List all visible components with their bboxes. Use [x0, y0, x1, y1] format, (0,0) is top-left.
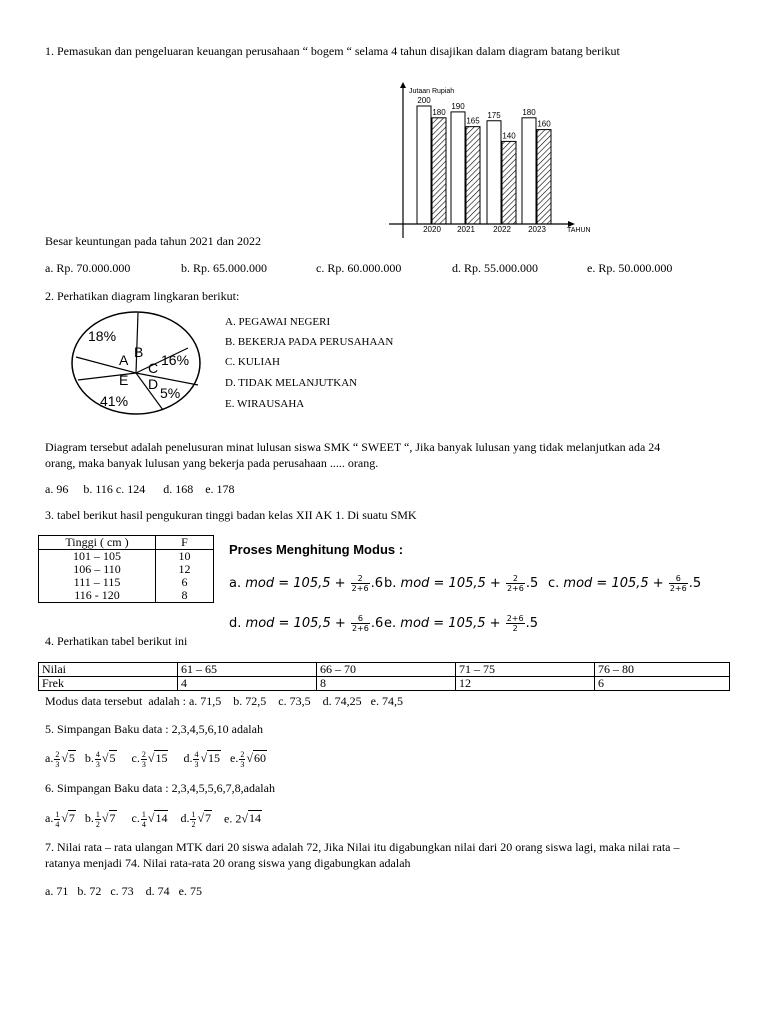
bar-value-label: 190	[451, 101, 465, 111]
opt-label: e.	[224, 811, 233, 826]
q6-option-e: e. 2√14	[224, 811, 261, 826]
opt-label: e.	[230, 751, 239, 766]
bar-2023-pemasukan	[522, 118, 536, 224]
opt-expr: mod = 105,5 +	[245, 616, 346, 631]
numerator: 2+6	[506, 614, 524, 623]
numerator: 6	[669, 574, 688, 584]
denominator: 3	[95, 760, 100, 769]
bar-value-label: 165	[466, 116, 480, 126]
denominator: 3	[240, 760, 245, 769]
radicand: 7	[205, 811, 212, 826]
denominator: 2+6	[506, 584, 524, 593]
cell: 8	[156, 589, 214, 603]
pie-letter-a: A	[119, 352, 129, 368]
opt-tail: .6	[370, 616, 384, 631]
bar-2023-pengeluaran	[537, 130, 551, 224]
pie-pct-e: 41%	[100, 393, 129, 409]
bar-value-label: 180	[522, 107, 536, 117]
opt-label: b.	[84, 751, 94, 766]
cell: 116 - 120	[39, 589, 156, 603]
modus-option-a	[229, 574, 383, 593]
radicand: 14	[248, 811, 261, 826]
numerator: 4	[95, 750, 100, 759]
opt-label: c.	[131, 811, 140, 826]
cell: Frek	[39, 677, 178, 691]
pie-pct-a: 18%	[88, 328, 117, 344]
q4-answer: Modus data tersebut adalah : a. 71,5 b. 72,5 c. 73,5 d. 74,25 e. 74,5	[45, 694, 403, 708]
q6-options	[45, 810, 262, 829]
radicand: 5	[68, 751, 75, 766]
numerator: 2	[55, 750, 60, 759]
opt-tail: .5	[525, 616, 538, 631]
denominator: 2+6	[351, 624, 369, 633]
fraction	[141, 750, 147, 769]
modus-option-c	[548, 574, 701, 593]
radicand: 5	[109, 751, 116, 766]
opt-label: b.	[384, 576, 397, 591]
table-row	[39, 589, 214, 603]
x-tick-label: 2022	[493, 225, 511, 234]
q7-options: a. 71 b. 72 c. 73 d. 74 e. 75	[45, 884, 202, 898]
table-row	[39, 677, 730, 691]
bar-2021-pengeluaran	[466, 127, 480, 224]
denominator: 3	[55, 760, 60, 769]
y-axis-arrow	[400, 82, 406, 88]
cell: 4	[178, 677, 317, 691]
q1-option-a: a. Rp. 70.000.000	[45, 261, 131, 275]
opt-tail: .5	[525, 576, 539, 591]
pie-letter-b: B	[134, 344, 144, 360]
cell: 106 – 110	[39, 563, 156, 576]
denominator: 2	[95, 820, 100, 829]
denominator: 3	[194, 760, 199, 769]
fraction	[190, 810, 196, 829]
q5-options	[45, 750, 267, 769]
legend-c: C. KULIAH	[225, 356, 280, 368]
cell: 61 – 65	[178, 663, 317, 677]
x-tick-label: 2020	[423, 225, 441, 234]
opt-label: c.	[131, 751, 140, 766]
bar-2020-pengeluaran	[432, 118, 446, 224]
table-row	[39, 663, 730, 677]
process-title: Proses Menghitung Modus :	[229, 542, 404, 557]
pie-letter-e: E	[119, 372, 129, 388]
opt-expr: mod = 105,5 +	[400, 576, 501, 591]
denominator: 4	[141, 820, 146, 829]
bar-chart	[385, 80, 600, 240]
q5-option-a: a. $\frac{2}{3}$ √5	[45, 750, 75, 769]
pie-chart	[68, 310, 208, 420]
opt-label: e.	[384, 616, 397, 631]
opt-expr: mod = 105,5 +	[245, 576, 346, 591]
fraction	[239, 750, 245, 769]
q1-option-c: c. Rp. 60.000.000	[316, 261, 402, 275]
q5-option-b: b. $\frac{4}{3}$ √5	[84, 750, 116, 769]
opt-tail: .5	[688, 576, 702, 591]
bar-2020-pemasukan	[417, 106, 431, 224]
legend-e: E. WIRAUSAHA	[225, 398, 305, 410]
q5-option-c: c. $\frac{2}{3}$ √15	[131, 750, 168, 769]
fraction	[669, 574, 688, 593]
bar-2022-pemasukan	[487, 121, 501, 224]
q1-option-e: e. Rp. 50.000.000	[587, 261, 673, 275]
numerator: 2	[141, 750, 146, 759]
opt-label: d.	[180, 811, 190, 826]
denominator: 3	[141, 760, 146, 769]
denominator: 2	[191, 820, 196, 829]
q2-options: a. 96 b. 116 c. 124 d. 168 e. 178	[45, 482, 235, 496]
numerator: 1	[95, 810, 100, 819]
q6-option-d: d. $\frac{1}{2}$ √7	[180, 810, 212, 829]
legend-d: D. TIDAK MELANJUTKAN	[225, 377, 358, 389]
q7-line2: ratanya menjadi 74. Nilai rata-rata 20 orang siswa yang digabungkan adalah	[45, 856, 411, 870]
cell: 76 – 80	[595, 663, 730, 677]
bar-2021-pemasukan	[451, 112, 465, 224]
opt-label: c.	[548, 576, 560, 591]
pie-letter-d: D	[148, 376, 159, 392]
cell: 12	[156, 563, 214, 576]
coefficient: 2	[235, 811, 242, 826]
q6-text: 6. Simpangan Baku data : 2,3,4,5,5,6,7,8,adalah	[45, 781, 275, 795]
cell: 66 – 70	[317, 663, 456, 677]
fraction	[54, 810, 60, 829]
cell: 10	[156, 550, 214, 564]
radicand: 7	[109, 811, 116, 826]
x-tick-label: 2023	[528, 225, 546, 234]
q5-text: 5. Simpangan Baku data : 2,3,4,5,6,10 adalah	[45, 722, 263, 736]
opt-label: b.	[84, 811, 94, 826]
numerator: 4	[194, 750, 199, 759]
cell: 6	[595, 677, 730, 691]
pie-pct-c: 16%	[161, 352, 190, 368]
fraction	[193, 750, 199, 769]
denominator: 2	[512, 624, 518, 633]
numerator: 1	[55, 810, 60, 819]
q2-text: 2. Perhatikan diagram lingkaran berikut:	[45, 289, 240, 303]
radicand: 15	[155, 751, 168, 766]
opt-label: a.	[45, 811, 54, 826]
pie-pct-d: 5%	[160, 385, 181, 401]
bar-value-label: 200	[417, 96, 431, 105]
q7-line1: 7. Nilai rata – rata ulangan MTK dari 20 siswa adalah 72, Jika Nilai itu digabungkan nilai dari 20 orang siswa lagi, maka nilai rata –	[45, 840, 680, 854]
fraction	[351, 614, 370, 633]
q6-option-b: b. $\frac{1}{2}$ √7	[84, 810, 116, 829]
legend-b: B. BEKERJA PADA PERUSAHAAN	[225, 336, 394, 348]
q5-option-d: d. $\frac{4}{3}$ √15	[183, 750, 221, 769]
numerator: 2	[351, 574, 370, 584]
radicand: 14	[155, 811, 168, 826]
opt-expr: mod = 105,5 +	[563, 576, 664, 591]
numerator: 2	[506, 574, 525, 584]
fraction	[95, 810, 101, 829]
q6-option-c: c. $\frac{1}{4}$ √14	[131, 810, 168, 829]
header-tinggi: Tinggi ( cm )	[39, 536, 156, 550]
fraction	[54, 750, 60, 769]
cell: 111 – 115	[39, 576, 156, 589]
header-f: F	[156, 536, 214, 550]
q6-option-a: a. $\frac{1}{4}$ √7	[45, 810, 75, 829]
frequency-table	[38, 662, 730, 691]
radicand: 15	[208, 751, 221, 766]
opt-label: a.	[229, 576, 242, 591]
fraction	[351, 574, 370, 593]
table-header	[39, 536, 214, 550]
denominator: 2+6	[669, 584, 687, 593]
opt-label: a.	[45, 751, 54, 766]
fraction	[95, 750, 101, 769]
height-table	[38, 535, 214, 603]
cell: 6	[156, 576, 214, 589]
y-axis-label: Jutaan Rupiah	[409, 88, 455, 95]
modus-option-b	[384, 574, 538, 593]
q1-option-b: b. Rp. 65.000.000	[181, 261, 268, 275]
legend-a: A. PEGAWAI NEGERI	[225, 316, 331, 328]
q5-option-e: e. $\frac{2}{3}$ √60	[230, 750, 266, 769]
bar-2022-pengeluaran	[502, 141, 516, 224]
modus-option-d	[229, 614, 383, 633]
opt-expr: mod = 105,5 +	[400, 616, 501, 631]
pie-letter-c: C	[148, 360, 159, 376]
cell: 101 – 105	[39, 550, 156, 564]
numerator: 1	[141, 810, 146, 819]
cell: 71 – 75	[456, 663, 595, 677]
q2-desc-line1: Diagram tersebut adalah penelusuran minat lulusan siswa SMK “ SWEET “, Jika banyak lulusan yang tidak melanjutkan ada 24	[45, 440, 661, 454]
table-row	[39, 550, 214, 564]
numerator: 1	[191, 810, 196, 819]
bar-value-label: 140	[502, 131, 516, 141]
opt-tail: .6	[370, 576, 383, 591]
numerator: 6	[351, 614, 370, 624]
bar-value-label: 160	[537, 119, 551, 129]
q2-desc-line2: orang, maka banyak lulusan yang bekerja pada perusahaan ..... orang.	[45, 456, 379, 470]
radicand: 60	[253, 751, 266, 766]
q1-option-d: d. Rp. 55.000.000	[452, 261, 539, 275]
cell: 8	[317, 677, 456, 691]
radicand: 7	[68, 811, 75, 826]
fraction	[506, 614, 525, 633]
bar-value-label: 180	[432, 107, 446, 117]
opt-label: d.	[183, 751, 193, 766]
denominator: 2+6	[351, 584, 369, 593]
denominator: 4	[55, 820, 60, 829]
q4-text: 4. Perhatikan tabel berikut ini	[45, 634, 188, 648]
opt-label: d.	[229, 616, 242, 631]
bar-value-label: 175	[487, 110, 501, 120]
fraction	[141, 810, 147, 829]
numerator: 2	[240, 750, 245, 759]
x-axis-label: TAHUN	[567, 227, 591, 234]
q1-text: 1. Pemasukan dan pengeluaran keuangan perusahaan “ bogem “ selama 4 tahun disajikan dalam diagram batang berikut	[45, 44, 620, 58]
q1-question: Besar keuntungan pada tahun 2021 dan 2022	[45, 234, 261, 248]
modus-option-e	[384, 614, 538, 633]
q3-text: 3. tabel berikut hasil pengukuran tinggi badan kelas XII AK 1. Di suatu SMK	[45, 508, 417, 522]
cell: 12	[456, 677, 595, 691]
x-tick-label: 2021	[457, 225, 475, 234]
fraction	[506, 574, 525, 593]
cell: Nilai	[39, 663, 178, 677]
